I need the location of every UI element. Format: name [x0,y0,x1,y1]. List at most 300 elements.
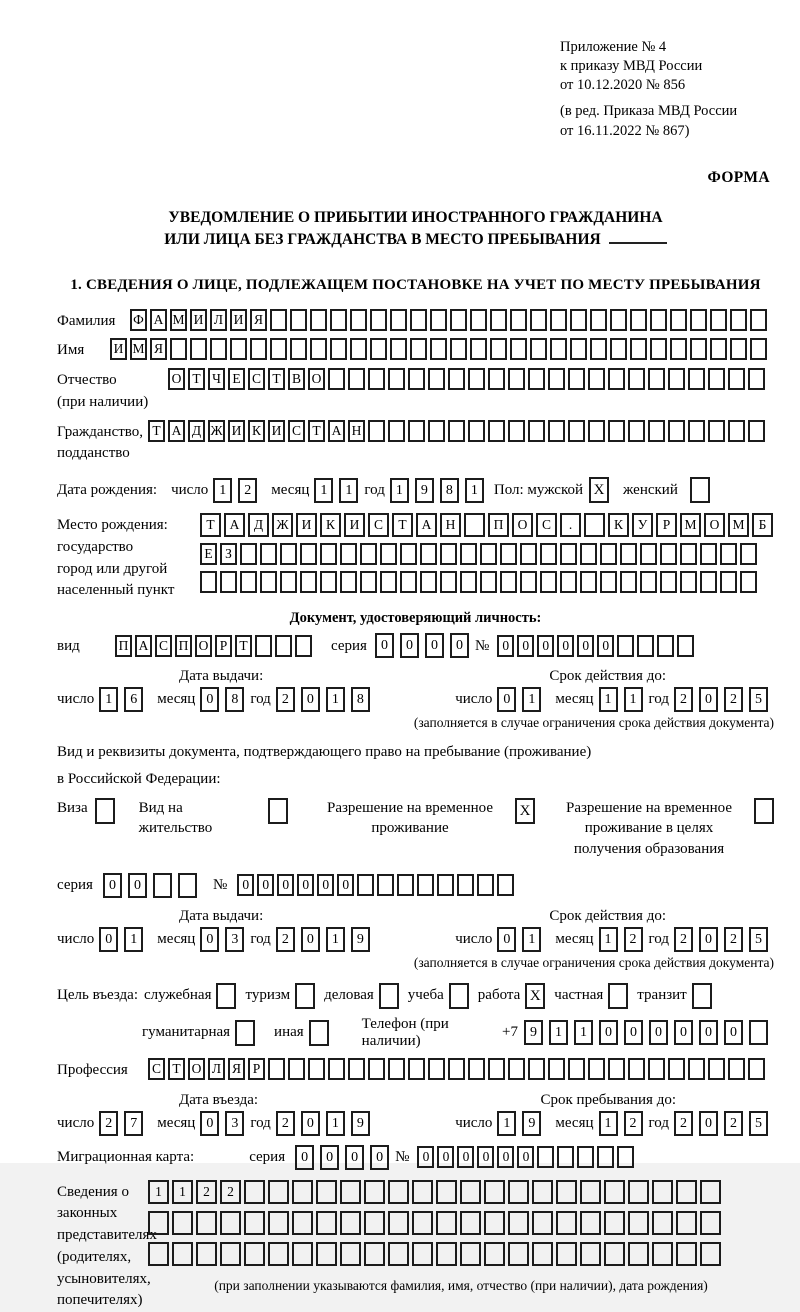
char-cell[interactable] [556,1180,577,1204]
char-cell[interactable] [400,571,417,593]
char-cell[interactable]: 2 [674,687,693,712]
char-cell[interactable]: 0 [128,873,147,898]
char-cell[interactable]: 0 [237,874,254,896]
char-cell[interactable] [508,1242,529,1266]
char-cell[interactable]: В [288,368,305,390]
char-cell[interactable] [388,368,405,390]
char-cell[interactable]: 0 [345,1145,364,1170]
char-cell[interactable]: Я [150,338,167,360]
char-cell[interactable] [340,571,357,593]
char-cell[interactable] [484,1211,505,1235]
char-cell[interactable]: 0 [437,1146,454,1168]
char-cell[interactable] [708,1058,725,1080]
char-cell[interactable] [220,571,237,593]
char-cell[interactable] [604,1180,625,1204]
char-cell[interactable] [460,571,477,593]
char-cell[interactable] [320,571,337,593]
char-cell[interactable] [295,635,312,657]
char-cell[interactable] [388,1211,409,1235]
char-cell[interactable]: 1 [326,927,345,952]
char-cell[interactable]: 2 [196,1180,217,1204]
char-cell[interactable] [620,571,637,593]
char-cell[interactable]: 2 [674,1111,693,1136]
char-cell[interactable]: 0 [450,633,469,658]
char-cell[interactable] [410,338,427,360]
char-cell[interactable] [460,1242,481,1266]
char-cell[interactable]: 1 [172,1180,193,1204]
char-cell[interactable]: Т [188,368,205,390]
checkbox-cell[interactable] [216,983,236,1009]
char-cell[interactable] [240,571,257,593]
char-cell[interactable]: П [115,635,132,657]
char-cell[interactable]: Е [228,368,245,390]
char-cell[interactable] [580,571,597,593]
char-cell[interactable] [260,543,277,565]
char-cell[interactable]: 0 [277,874,294,896]
char-cell[interactable]: И [296,513,317,537]
char-cell[interactable] [688,420,705,442]
checkbox-cell[interactable] [754,798,774,824]
char-cell[interactable]: К [608,513,629,537]
char-cell[interactable]: 0 [99,927,118,952]
char-cell[interactable] [730,309,747,331]
char-cell[interactable] [364,1242,385,1266]
char-cell[interactable]: О [512,513,533,537]
char-cell[interactable] [520,543,537,565]
char-cell[interactable] [537,1146,554,1168]
char-cell[interactable]: 1 [599,927,618,952]
char-cell[interactable] [580,1211,601,1235]
char-cell[interactable] [148,1242,169,1266]
char-cell[interactable]: 0 [477,1146,494,1168]
char-cell[interactable]: 1 [574,1020,593,1045]
char-cell[interactable]: 0 [103,873,122,898]
char-cell[interactable] [380,571,397,593]
char-cell[interactable]: 8 [440,478,459,503]
char-cell[interactable]: 8 [351,687,370,712]
char-cell[interactable] [670,338,687,360]
checkbox-cell[interactable]: X [525,983,545,1009]
char-cell[interactable] [688,368,705,390]
char-cell[interactable] [548,368,565,390]
char-cell[interactable] [608,368,625,390]
char-cell[interactable]: 0 [200,687,219,712]
char-cell[interactable] [580,1242,601,1266]
char-cell[interactable] [604,1242,625,1266]
char-cell[interactable] [436,1211,457,1235]
char-cell[interactable]: 2 [238,478,257,503]
char-cell[interactable]: Я [228,1058,245,1080]
char-cell[interactable] [450,338,467,360]
char-cell[interactable] [710,309,727,331]
char-cell[interactable] [550,338,567,360]
char-cell[interactable] [532,1211,553,1235]
char-cell[interactable] [680,543,697,565]
char-cell[interactable] [348,1058,365,1080]
char-cell[interactable]: Т [268,368,285,390]
char-cell[interactable]: 1 [497,1111,516,1136]
char-cell[interactable] [220,1242,241,1266]
char-cell[interactable] [320,543,337,565]
checkbox-cell[interactable] [295,983,315,1009]
char-cell[interactable] [749,1020,768,1045]
char-cell[interactable] [260,571,277,593]
char-cell[interactable]: 1 [326,1111,345,1136]
char-cell[interactable]: Т [308,420,325,442]
char-cell[interactable]: 0 [301,927,320,952]
char-cell[interactable] [748,1058,765,1080]
char-cell[interactable]: 0 [597,635,614,657]
char-cell[interactable]: 6 [124,687,143,712]
char-cell[interactable] [340,1242,361,1266]
char-cell[interactable]: 1 [522,687,541,712]
char-cell[interactable] [388,1180,409,1204]
char-cell[interactable] [300,571,317,593]
char-cell[interactable]: 0 [497,1146,514,1168]
char-cell[interactable]: Т [235,635,252,657]
char-cell[interactable] [648,368,665,390]
char-cell[interactable] [508,420,525,442]
char-cell[interactable]: И [344,513,365,537]
char-cell[interactable] [488,1058,505,1080]
char-cell[interactable]: Т [148,420,165,442]
char-cell[interactable] [310,338,327,360]
char-cell[interactable] [570,338,587,360]
char-cell[interactable] [657,635,674,657]
char-cell[interactable] [680,571,697,593]
char-cell[interactable] [340,543,357,565]
checkbox-cell[interactable] [309,1020,329,1046]
char-cell[interactable] [280,571,297,593]
char-cell[interactable]: 0 [297,874,314,896]
char-cell[interactable]: А [150,309,167,331]
char-cell[interactable] [268,1058,285,1080]
checkbox-cell[interactable] [690,477,710,503]
char-cell[interactable] [748,368,765,390]
char-cell[interactable]: 0 [295,1145,314,1170]
checkbox-cell[interactable] [95,798,115,824]
char-cell[interactable]: О [308,368,325,390]
char-cell[interactable]: 7 [124,1111,143,1136]
char-cell[interactable] [510,309,527,331]
char-cell[interactable] [400,543,417,565]
char-cell[interactable]: Т [200,513,221,537]
char-cell[interactable]: 9 [351,927,370,952]
char-cell[interactable] [628,368,645,390]
char-cell[interactable]: М [728,513,749,537]
char-cell[interactable] [720,571,737,593]
char-cell[interactable]: М [680,513,701,537]
char-cell[interactable]: 2 [724,687,743,712]
char-cell[interactable] [397,874,414,896]
char-cell[interactable] [448,368,465,390]
char-cell[interactable]: Р [248,1058,265,1080]
char-cell[interactable] [530,309,547,331]
char-cell[interactable]: 0 [497,635,514,657]
char-cell[interactable] [477,874,494,896]
char-cell[interactable] [532,1242,553,1266]
char-cell[interactable] [368,420,385,442]
char-cell[interactable] [448,420,465,442]
char-cell[interactable] [388,1242,409,1266]
char-cell[interactable] [390,338,407,360]
char-cell[interactable]: П [488,513,509,537]
char-cell[interactable]: 0 [425,633,444,658]
char-cell[interactable]: 0 [320,1145,339,1170]
char-cell[interactable] [357,874,374,896]
char-cell[interactable]: 1 [339,478,358,503]
char-cell[interactable]: 0 [375,633,394,658]
char-cell[interactable]: 1 [465,478,484,503]
checkbox-cell[interactable] [235,1020,255,1046]
char-cell[interactable] [628,420,645,442]
char-cell[interactable] [652,1242,673,1266]
char-cell[interactable]: 0 [400,633,419,658]
char-cell[interactable] [508,1180,529,1204]
char-cell[interactable] [430,338,447,360]
char-cell[interactable] [560,571,577,593]
char-cell[interactable]: 5 [749,687,768,712]
char-cell[interactable] [408,1058,425,1080]
char-cell[interactable] [270,338,287,360]
char-cell[interactable] [700,1211,721,1235]
char-cell[interactable]: К [248,420,265,442]
char-cell[interactable] [470,309,487,331]
char-cell[interactable] [720,543,737,565]
char-cell[interactable]: 0 [200,1111,219,1136]
char-cell[interactable] [255,635,272,657]
char-cell[interactable] [577,1146,594,1168]
char-cell[interactable] [360,571,377,593]
char-cell[interactable]: Л [208,1058,225,1080]
char-cell[interactable]: 0 [257,874,274,896]
char-cell[interactable]: 1 [522,927,541,952]
char-cell[interactable] [468,368,485,390]
char-cell[interactable] [670,309,687,331]
char-cell[interactable] [370,338,387,360]
char-cell[interactable] [244,1211,265,1235]
char-cell[interactable]: 0 [301,1111,320,1136]
char-cell[interactable] [650,309,667,331]
char-cell[interactable] [380,543,397,565]
char-cell[interactable] [196,1211,217,1235]
char-cell[interactable]: Б [752,513,773,537]
char-cell[interactable]: Ж [272,513,293,537]
char-cell[interactable]: 2 [276,1111,295,1136]
char-cell[interactable] [196,1242,217,1266]
char-cell[interactable] [412,1242,433,1266]
char-cell[interactable] [637,635,654,657]
char-cell[interactable] [500,571,517,593]
checkbox-cell[interactable] [449,983,469,1009]
checkbox-cell[interactable] [692,983,712,1009]
char-cell[interactable] [497,874,514,896]
char-cell[interactable]: 0 [337,874,354,896]
char-cell[interactable] [316,1242,337,1266]
char-cell[interactable] [532,1180,553,1204]
char-cell[interactable]: 0 [557,635,574,657]
char-cell[interactable] [240,543,257,565]
char-cell[interactable] [408,368,425,390]
char-cell[interactable]: П [175,635,192,657]
char-cell[interactable]: 2 [724,927,743,952]
char-cell[interactable] [528,1058,545,1080]
char-cell[interactable] [600,543,617,565]
char-cell[interactable] [368,1058,385,1080]
char-cell[interactable] [436,1242,457,1266]
char-cell[interactable] [490,338,507,360]
char-cell[interactable] [377,874,394,896]
char-cell[interactable] [470,338,487,360]
char-cell[interactable]: С [248,368,265,390]
char-cell[interactable] [420,571,437,593]
char-cell[interactable]: С [148,1058,165,1080]
char-cell[interactable] [590,309,607,331]
checkbox-cell[interactable] [608,983,628,1009]
char-cell[interactable] [748,420,765,442]
checkbox-cell[interactable] [268,798,288,824]
char-cell[interactable] [700,1180,721,1204]
char-cell[interactable]: 0 [517,1146,534,1168]
char-cell[interactable] [330,309,347,331]
char-cell[interactable] [570,309,587,331]
char-cell[interactable] [308,1058,325,1080]
char-cell[interactable] [450,309,467,331]
char-cell[interactable] [597,1146,614,1168]
char-cell[interactable] [210,338,227,360]
char-cell[interactable] [628,1211,649,1235]
char-cell[interactable] [676,1211,697,1235]
char-cell[interactable] [652,1211,673,1235]
char-cell[interactable] [588,368,605,390]
char-cell[interactable] [428,1058,445,1080]
char-cell[interactable] [220,1211,241,1235]
char-cell[interactable]: И [110,338,127,360]
char-cell[interactable] [648,420,665,442]
char-cell[interactable] [348,368,365,390]
char-cell[interactable]: А [135,635,152,657]
char-cell[interactable] [740,543,757,565]
char-cell[interactable] [178,873,197,898]
char-cell[interactable] [448,1058,465,1080]
char-cell[interactable] [640,571,657,593]
char-cell[interactable]: 1 [390,478,409,503]
char-cell[interactable]: У [632,513,653,537]
char-cell[interactable] [660,543,677,565]
char-cell[interactable] [350,338,367,360]
char-cell[interactable]: 5 [749,927,768,952]
char-cell[interactable] [440,571,457,593]
char-cell[interactable]: С [368,513,389,537]
char-cell[interactable]: С [155,635,172,657]
checkbox-cell[interactable]: X [515,798,535,824]
char-cell[interactable] [364,1180,385,1204]
char-cell[interactable] [728,420,745,442]
char-cell[interactable]: Т [392,513,413,537]
char-cell[interactable] [584,513,605,537]
char-cell[interactable]: 2 [99,1111,118,1136]
char-cell[interactable]: 2 [276,927,295,952]
char-cell[interactable]: Д [188,420,205,442]
char-cell[interactable]: 2 [624,1111,643,1136]
char-cell[interactable] [370,309,387,331]
char-cell[interactable] [480,571,497,593]
char-cell[interactable] [528,420,545,442]
char-cell[interactable] [530,338,547,360]
char-cell[interactable]: Ф [130,309,147,331]
char-cell[interactable] [172,1211,193,1235]
char-cell[interactable] [700,543,717,565]
char-cell[interactable] [310,309,327,331]
char-cell[interactable] [510,338,527,360]
char-cell[interactable]: 1 [624,687,643,712]
char-cell[interactable] [620,543,637,565]
char-cell[interactable] [244,1180,265,1204]
char-cell[interactable] [648,1058,665,1080]
char-cell[interactable] [388,1058,405,1080]
char-cell[interactable] [728,368,745,390]
char-cell[interactable]: 0 [624,1020,643,1045]
char-cell[interactable]: 0 [699,1111,718,1136]
char-cell[interactable]: 0 [497,927,516,952]
char-cell[interactable] [300,543,317,565]
char-cell[interactable]: Е [200,543,217,565]
char-cell[interactable] [430,309,447,331]
char-cell[interactable] [230,338,247,360]
char-cell[interactable] [316,1211,337,1235]
char-cell[interactable] [484,1242,505,1266]
char-cell[interactable] [580,1180,601,1204]
char-cell[interactable]: 0 [370,1145,389,1170]
char-cell[interactable] [650,338,667,360]
char-cell[interactable]: Н [348,420,365,442]
char-cell[interactable] [200,571,217,593]
char-cell[interactable] [750,338,767,360]
char-cell[interactable] [580,543,597,565]
char-cell[interactable] [688,1058,705,1080]
char-cell[interactable] [412,1211,433,1235]
char-cell[interactable] [628,1242,649,1266]
char-cell[interactable]: 1 [124,927,143,952]
char-cell[interactable] [690,309,707,331]
char-cell[interactable]: Д [248,513,269,537]
char-cell[interactable]: И [230,309,247,331]
char-cell[interactable] [556,1211,577,1235]
char-cell[interactable] [460,543,477,565]
char-cell[interactable]: 1 [148,1180,169,1204]
char-cell[interactable]: С [288,420,305,442]
char-cell[interactable]: 0 [517,635,534,657]
char-cell[interactable]: 9 [351,1111,370,1136]
char-cell[interactable] [550,309,567,331]
char-cell[interactable] [268,1211,289,1235]
char-cell[interactable] [557,1146,574,1168]
char-cell[interactable]: А [168,420,185,442]
char-cell[interactable] [480,543,497,565]
char-cell[interactable] [190,338,207,360]
char-cell[interactable]: Р [656,513,677,537]
char-cell[interactable] [270,309,287,331]
char-cell[interactable]: 1 [599,687,618,712]
char-cell[interactable] [617,1146,634,1168]
char-cell[interactable] [668,420,685,442]
char-cell[interactable]: О [188,1058,205,1080]
char-cell[interactable] [700,1242,721,1266]
char-cell[interactable]: 2 [276,687,295,712]
char-cell[interactable] [368,368,385,390]
char-cell[interactable] [520,571,537,593]
char-cell[interactable]: И [190,309,207,331]
